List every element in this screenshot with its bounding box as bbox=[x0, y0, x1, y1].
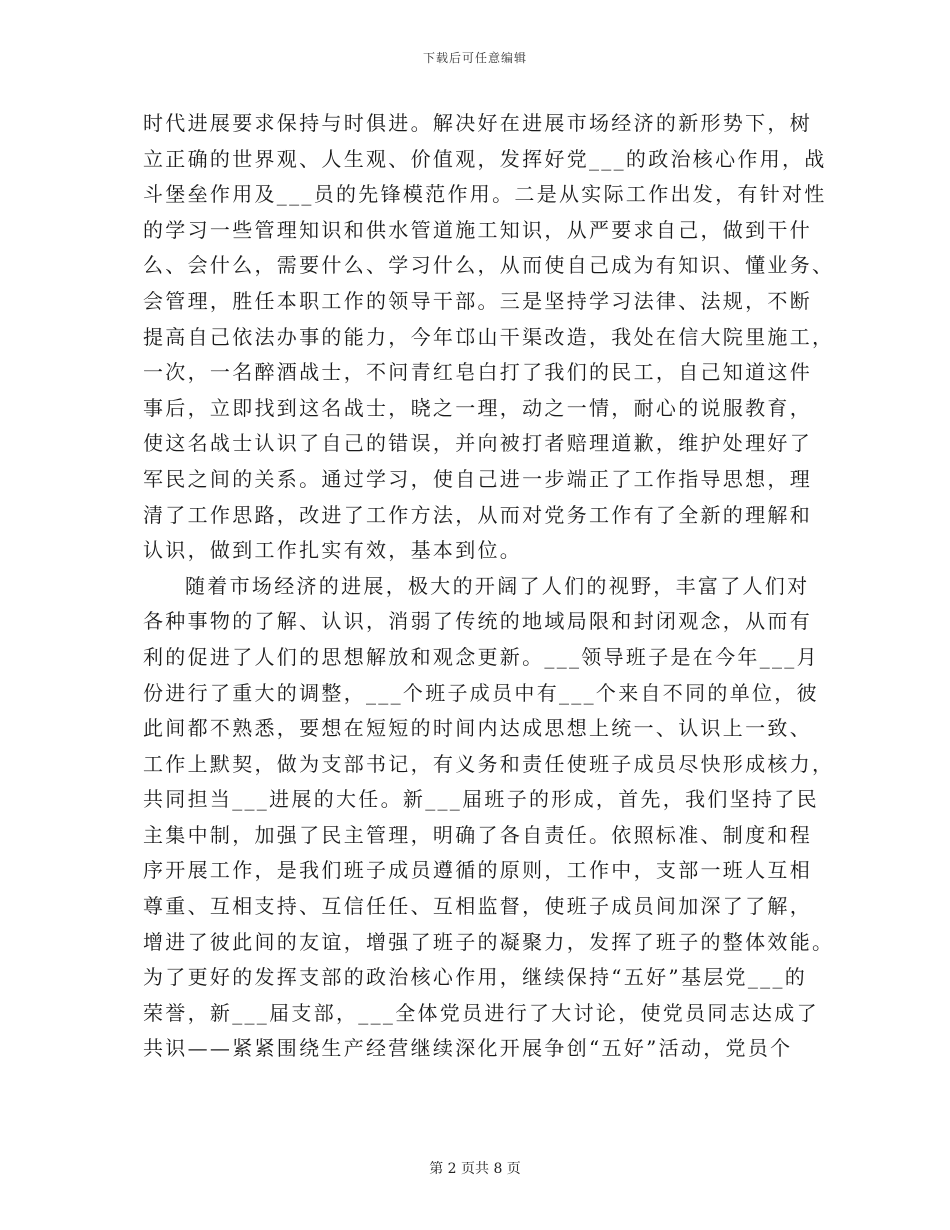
text-line: 么、会什么，需要什么、学习什么，从而使自己成为有知识、懂业务、 bbox=[143, 253, 835, 278]
text-line: 共识——紧紧围绕生产经营继续深化开展争创“五好”活动，党员个 bbox=[143, 1036, 793, 1061]
text-line: 利的促进了人们的思想解放和观念更新。___领导班子是在今年___月 bbox=[143, 644, 819, 669]
text-line: 增进了彼此间的友谊，增强了班子的凝聚力，发挥了班子的整体效能。 bbox=[143, 929, 835, 954]
text-line: 工作上默契，做为支部书记，有义务和责任使班子成员尽快形成核力， bbox=[143, 751, 835, 776]
text-line: 份进行了重大的调整，___个班子成员中有___个来自不同的单位，彼 bbox=[143, 680, 819, 705]
text-line: 立正确的世界观、人生观、价值观，发挥好党___的政治核心作用，战 bbox=[143, 146, 827, 171]
paragraph-start-line: 随着市场经济的进展，极大的开阔了人们的视野，丰富了人们对 bbox=[185, 573, 810, 598]
text-line: 序开展工作，是我们班子成员遵循的原则，工作中，支部一班人互相 bbox=[143, 858, 812, 883]
page-header: 下载后可任意编辑 bbox=[422, 51, 527, 65]
text-line: 共同担当___进展的大任。新___届班子的形成，首先，我们坚持了民 bbox=[143, 787, 819, 812]
text-line: 尊重、互相支持、互信任任、互相监督，使班子成员间加深了了解， bbox=[143, 894, 812, 919]
text-line: 军民之间的关系。通过学习，使自己进一步端正了工作指导思想，理 bbox=[143, 466, 812, 491]
page-number: 第 2 页共 8 页 bbox=[429, 1161, 521, 1177]
text-line: 会管理，胜任本职工作的领导干部。三是坚持学习法律、法规，不断 bbox=[143, 288, 812, 313]
text-line: 提高自己依法办事的能力，今年邙山干渠改造，我处在信大院里施工， bbox=[143, 324, 835, 349]
text-line: 斗堡垒作用及___员的先锋模范作用。二是从实际工作出发，有针对性 bbox=[143, 182, 827, 207]
text-line: 一次，一名醉酒战士，不问青红皂白打了我们的民工，自己知道这件 bbox=[143, 360, 812, 385]
text-line: 认识，做到工作扎实有效，基本到位。 bbox=[143, 538, 523, 563]
text-line: 主集中制，加强了民主管理，明确了各自责任。依照标准、制度和程 bbox=[143, 822, 812, 847]
text-line: 的学习一些管理知识和供水管道施工知识，从严要求自己，做到干什 bbox=[143, 217, 812, 242]
text-line: 此间都不熟悉，要想在短短的时间内达成思想上统一、认识上一致、 bbox=[143, 716, 812, 741]
text-line: 事后，立即找到这名战士，晓之一理，动之一情，耐心的说服教育， bbox=[143, 395, 812, 420]
text-line: 为了更好的发挥支部的政治核心作用，继续保持“五好”基层党___的 bbox=[143, 965, 808, 990]
text-line: 荣誉，新___届支部，___全体党员进行了大讨论，使党员同志达成了 bbox=[143, 1000, 819, 1025]
text-line: 使这名战士认识了自己的错误，并向被打者赔理道歉，维护处理好了 bbox=[143, 431, 812, 456]
document-body bbox=[143, 106, 835, 1067]
text-line: 时代进展要求保持与时俱进。解决好在进展市场经济的新形势下，树 bbox=[143, 111, 812, 135]
text-line: 各种事物的了解、认识，消弱了传统的地域局限和封闭观念，从而有 bbox=[143, 609, 812, 634]
text-line: 清了工作思路，改进了工作方法，从而对党务工作有了全新的理解和 bbox=[143, 502, 812, 527]
